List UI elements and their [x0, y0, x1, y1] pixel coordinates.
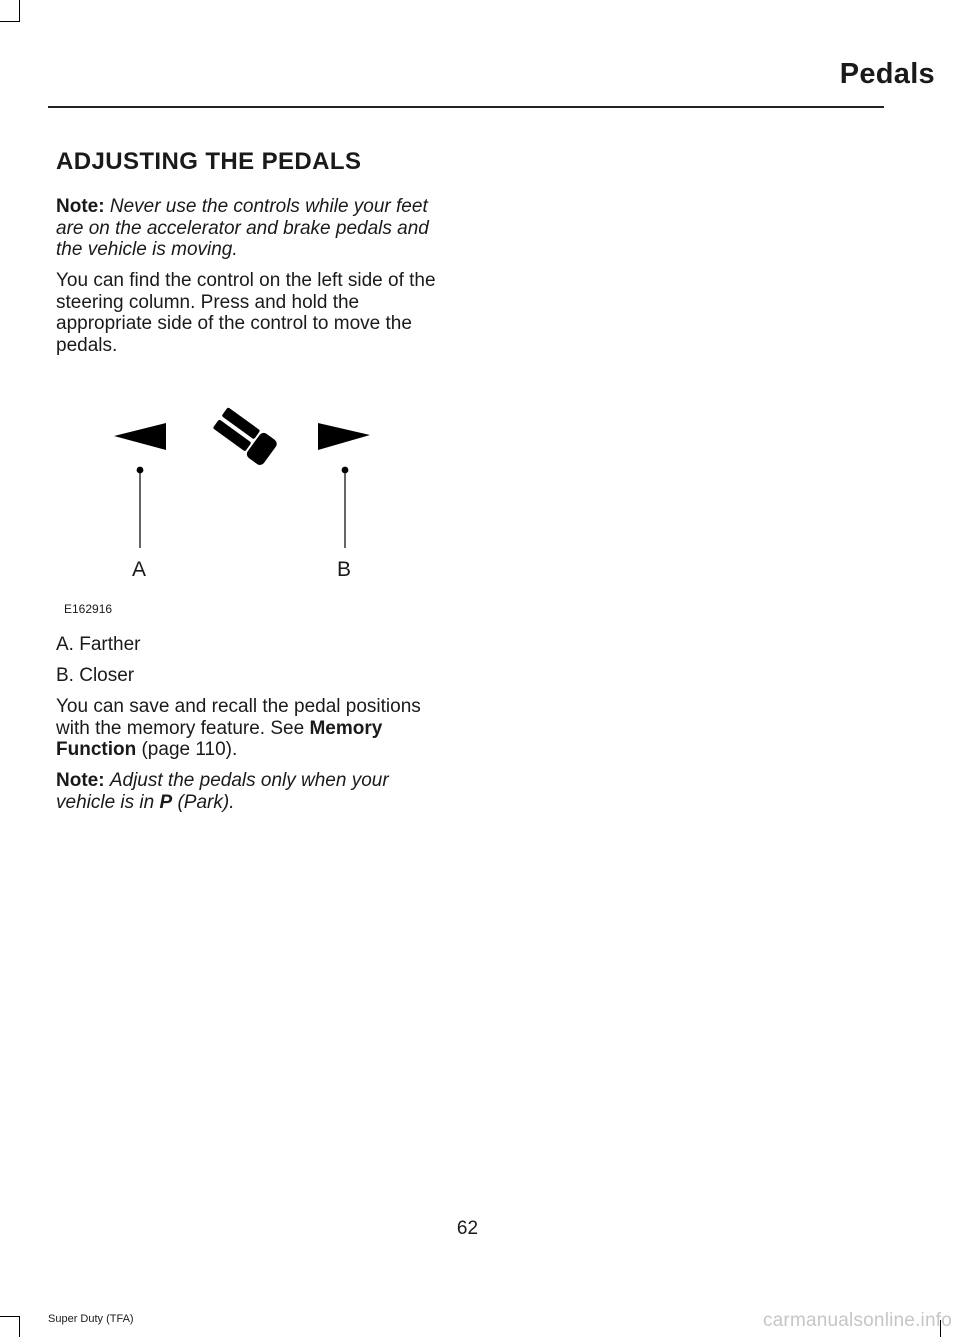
crop-mark [0, 21, 20, 22]
instruction-paragraph [56, 270, 448, 356]
park-note-end: (Park). [172, 791, 235, 813]
watermark: carmanualsonline.info [762, 1310, 952, 1331]
legend-a-text: A. Farther [56, 634, 141, 655]
document-title: Super Duty (TFA) [48, 1313, 134, 1325]
pedal-control-diagram [56, 398, 416, 598]
header-divider [48, 106, 884, 108]
note-label: Note: [56, 196, 105, 217]
figure-label-a: A [132, 558, 147, 581]
pedal-icon [211, 406, 279, 467]
park-note-text: Adjust the pedals only when your vehicle is in [56, 770, 389, 813]
page-section-title: Pedals [839, 58, 935, 90]
note-label: Note: [56, 770, 105, 791]
park-note-block [56, 770, 448, 813]
legend-b [56, 665, 448, 687]
crop-mark [19, 0, 20, 22]
crop-mark [19, 1316, 20, 1337]
section-heading: ADJUSTING THE PEDALS [56, 148, 362, 175]
page-reference: (page 110). [136, 739, 238, 760]
instruction-text: You can find the control on the left side of the steering column. Press and hold the appropriate side of the control to move the pedals. [56, 270, 436, 356]
figure-label-b: B [337, 558, 352, 581]
memory-text: You can save and recall the pedal positions with the memory feature. See [56, 696, 421, 739]
note-text: Never use the controls while your feet are on the accelerator and brake pedals and the vehicle is moving. [56, 196, 429, 260]
legend-a [56, 634, 448, 656]
park-gear-letter: P [159, 791, 173, 813]
right-arrow-icon [318, 423, 370, 450]
crop-mark [0, 1316, 20, 1317]
note-block [56, 196, 448, 261]
page-number: 62 [456, 1218, 479, 1239]
memory-function-link[interactable]: Memory Function [56, 717, 383, 760]
figure-id: E162916 [64, 602, 113, 616]
memory-paragraph [56, 696, 448, 761]
legend-b-text: B. Closer [56, 665, 135, 686]
left-arrow-icon [114, 423, 166, 450]
pedal-control-figure [56, 398, 416, 620]
